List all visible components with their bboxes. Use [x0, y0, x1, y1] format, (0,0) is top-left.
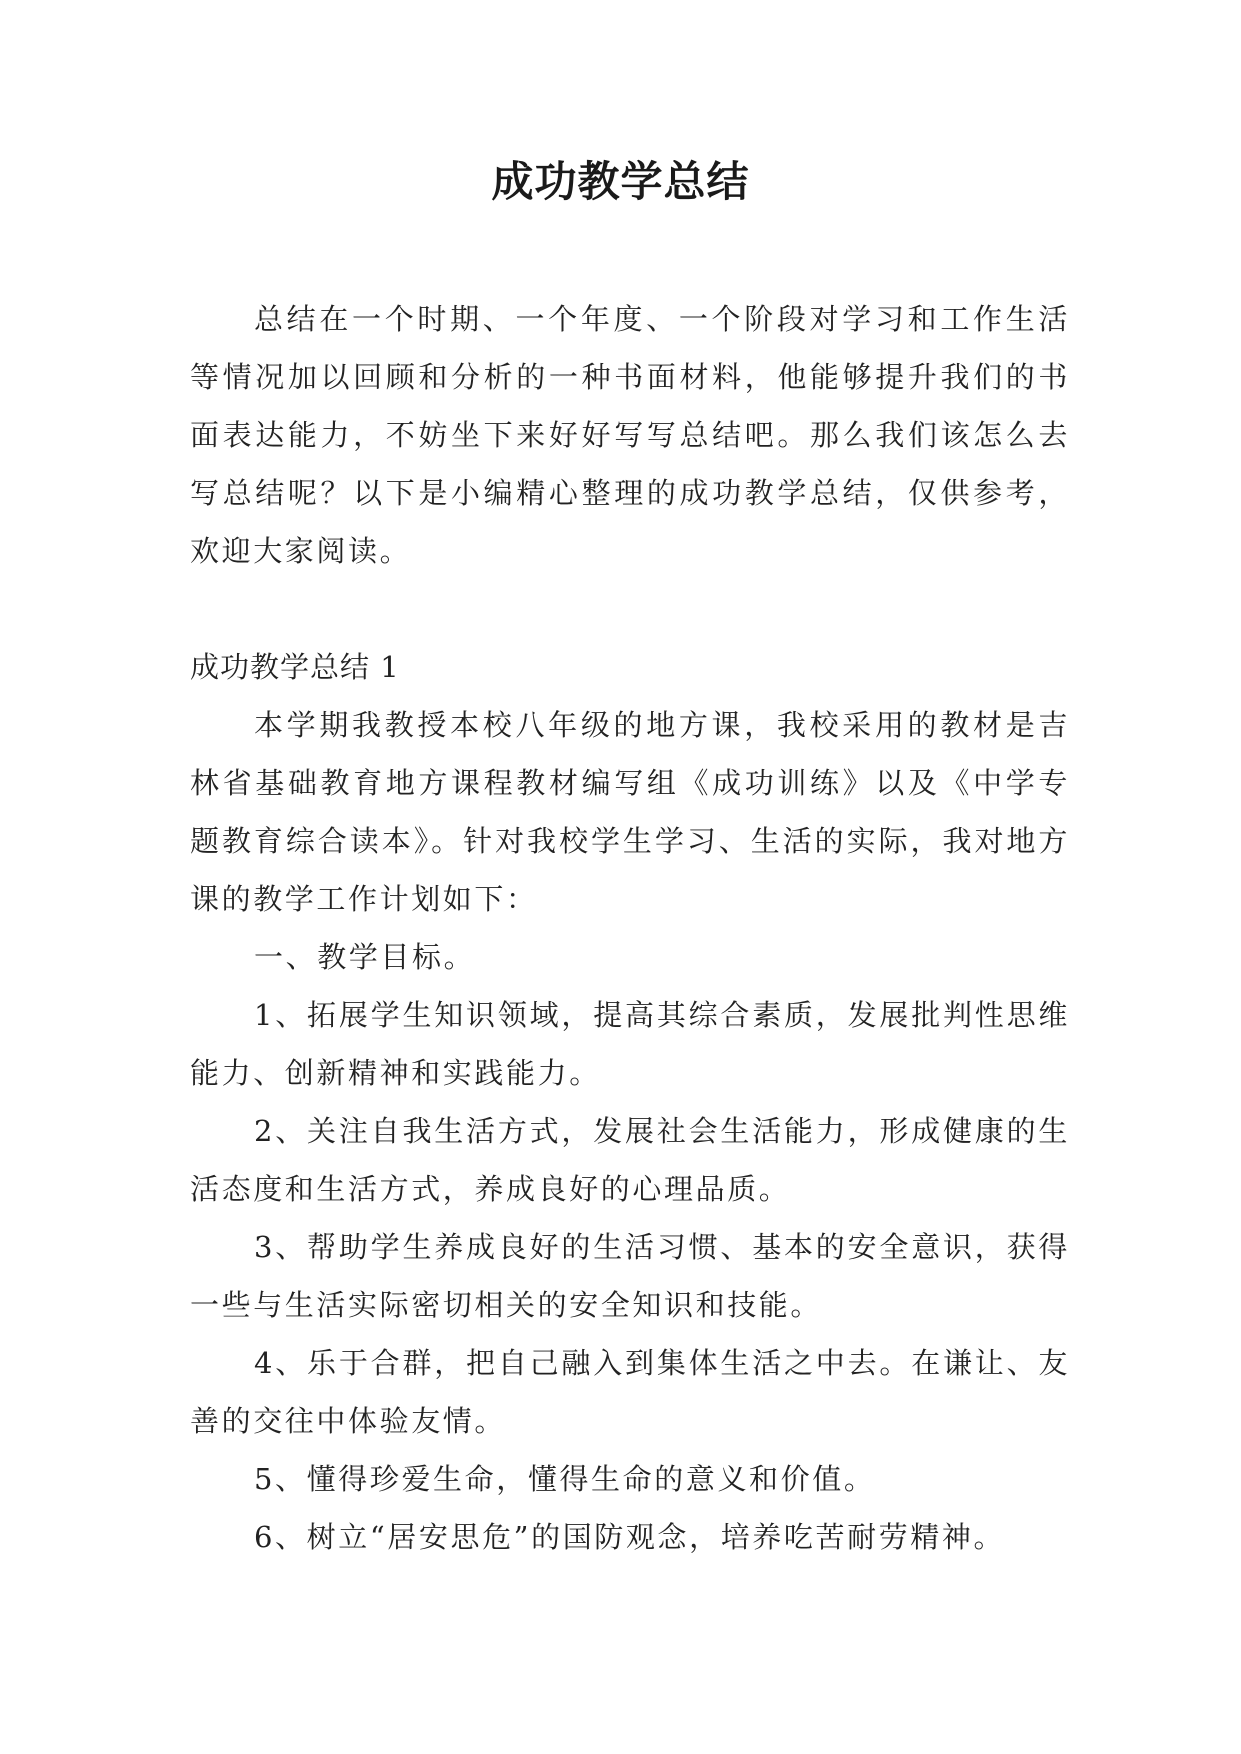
document-body: [190, 290, 1070, 1566]
objective-item: 6、树立“居安思危”的国防观念，培养吃苦耐劳精神。: [254, 1520, 1006, 1554]
objective-item: 1、拓展学生知识领域，提高其综合素质，发展批判性思维能力、创新精神和实践能力。: [190, 998, 1070, 1090]
document-title: 成功教学总结: [491, 157, 750, 206]
body-paragraph: 本学期我教授本校八年级的地方课，我校采用的教材是吉林省基础教育地方课程教材编写组《成功训练》以及《中学专题教育综合读本》。针对我校学生学习、生活的实际，我对地方课的教学工作计划如下：: [190, 708, 1070, 916]
section-heading: 成功教学总结 1: [190, 650, 400, 684]
objective-item: 2、关注自我生活方式，发展社会生活能力，形成健康的生活态度和生活方式，养成良好的心理品质。: [190, 1114, 1070, 1206]
intro-paragraph: 总结在一个时期、一个年度、一个阶段对学习和工作生活等情况加以回顾和分析的一种书面材料，他能够提升我们的书面表达能力，不妨坐下来好好写写总结吧。那么我们该怎么去写总结呢？以下是小编精心整理的成功教学总结，仅供参考，欢迎大家阅读。: [190, 302, 1070, 568]
objective-item: 5、懂得珍爱生命，懂得生命的意义和价值。: [254, 1462, 876, 1496]
objective-item: 4、乐于合群，把自己融入到集体生活之中去。在谦让、友善的交往中体验友情。: [190, 1346, 1070, 1438]
objectives-heading: 一、教学目标。: [254, 940, 476, 974]
objective-item: 3、帮助学生养成良好的生活习惯、基本的安全意识，获得一些与生活实际密切相关的安全知识和技能。: [190, 1230, 1070, 1322]
